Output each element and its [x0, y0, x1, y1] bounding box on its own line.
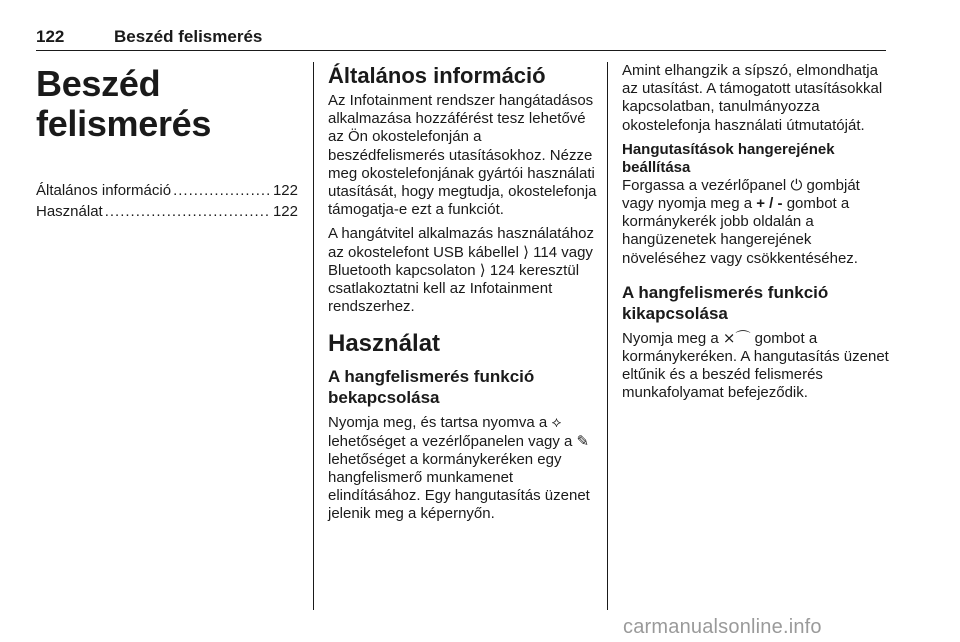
text-span: Nyomja meg a	[622, 329, 719, 347]
subsection-title-deactivate: A hangfelismerés funkció kikapcsolása	[622, 282, 829, 323]
toc-item-general[interactable]	[36, 180, 298, 201]
text-span: Forgassa a vezérlőpanel	[622, 176, 787, 194]
phone-voice-icon: ⟡	[551, 414, 562, 432]
subsection-title-volume: Hangutasítások hangerejének beállítása	[622, 140, 835, 176]
column-chapter	[36, 62, 298, 222]
text-span: gombját vagy nyomja meg a	[622, 176, 860, 213]
toc-label: Használat	[36, 203, 103, 220]
general-paragraph-1: Az Infotainment rendszer hangátadásos alkalmazása hozzáférést tesz lehetővé az Ön okostelefonján a beszédfelismerés utasításokhoz. Nézze meg okostelefonjának gyártói használati utasítását, hogy megtudja, okostelefonja támogatja-e ezt a funkciót.	[328, 92, 597, 219]
chapter-title: Beszéd felismerés	[36, 63, 212, 144]
table-of-contents	[36, 180, 298, 222]
text-span: 124 keresztül csatlakoztatni kell az Infotainment rendszerhez.	[328, 261, 580, 316]
toc-page: 122	[272, 203, 298, 220]
usage-paragraph	[328, 414, 598, 523]
subsection-title-activate: A hangfelismerés funkció bekapcsolása	[328, 367, 535, 408]
toc-leader	[105, 201, 271, 222]
text-span: Nyomja meg, és tartsa nyomva a	[328, 414, 548, 432]
volume-keys-label: + / -	[756, 195, 783, 213]
hang-up-icon: ⨯⌒	[722, 329, 751, 347]
footer-watermark: carmanualsonline.info	[623, 616, 822, 638]
column-divider-left	[313, 62, 314, 610]
power-knob-icon: ⏻	[790, 176, 803, 194]
toc-item-usage[interactable]	[36, 201, 298, 222]
page-reference-arrow-icon: ⟩	[523, 243, 529, 261]
beep-paragraph: Amint elhangzik a sípszó, elmondhatja az utasítást. A támogatott utasításokkal kapcsolatban, tanulmányozza okostelefonja használati útmutatóját.	[622, 62, 883, 134]
text-span: A hangátvitel alkalmazás használatához az okostelefont USB kábellel	[328, 225, 595, 261]
steering-voice-icon: ✎	[576, 432, 590, 450]
deactivate-paragraph	[622, 330, 890, 403]
text-span: lehetőséget a vezérlőpanelen vagy a	[328, 432, 573, 450]
column-divider-right	[607, 62, 608, 610]
page-number: 122	[36, 27, 65, 46]
volume-paragraph	[622, 177, 890, 268]
toc-label: Általános információ	[36, 182, 172, 199]
toc-leader	[173, 180, 271, 201]
header-title: Beszéd felismerés	[114, 27, 263, 46]
section-title-general: Általános információ	[328, 63, 546, 88]
page-header	[36, 26, 886, 51]
column-instructions	[622, 62, 890, 409]
column-general-usage	[328, 62, 598, 530]
text-span: gombot a kormánykeréken. A hangutasítás üzenet eltűnik és a beszéd felismerés munkafolyamat befejeződik.	[622, 329, 889, 402]
text-span: gombot a kormánykerék jobb oldalán a hangüzenetek hangerejének növeléséhez vagy csökkentéséhez.	[622, 195, 858, 267]
text-span: 114 vagy Bluetooth kapcsolaton	[328, 243, 593, 279]
general-paragraph-2	[328, 225, 598, 316]
page-reference-arrow-icon: ⟩	[479, 261, 486, 279]
text-span: lehetőséget a kormánykeréken egy hangfelismerő munkamenet elindításához. Egy hangutasítás üzenet jelenik meg a képernyőn.	[328, 450, 590, 523]
section-title-usage: Használat	[328, 330, 441, 358]
toc-page: 122	[272, 182, 298, 199]
